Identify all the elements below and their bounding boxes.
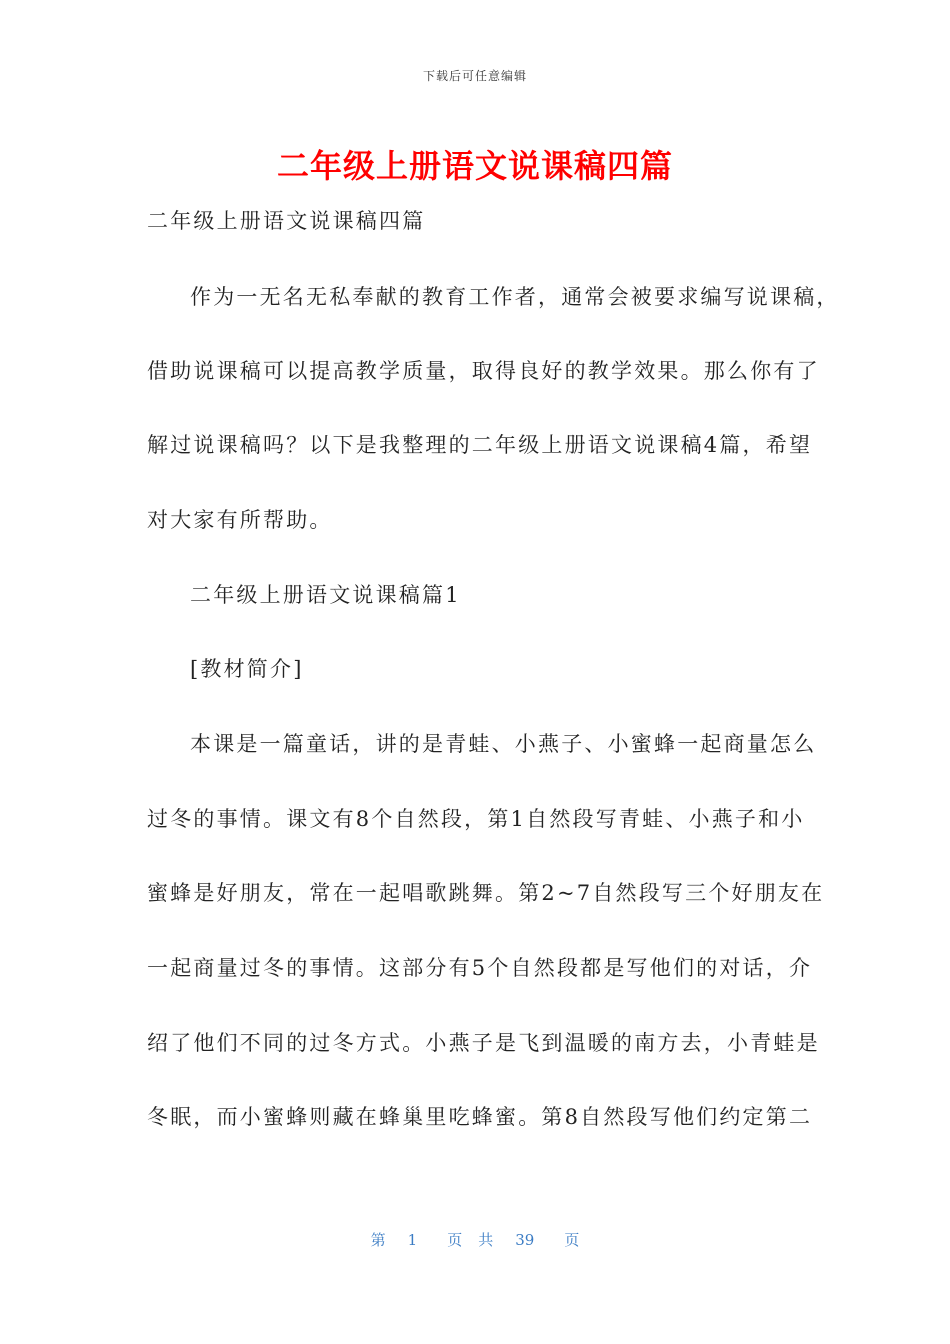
footer-total-label: 共 <box>478 1231 494 1249</box>
paragraph-line: 绍了他们不同的过冬方式。小燕子是飞到温暖的南方去，小青蛙是 <box>147 1031 820 1055</box>
subtitle-line: 二年级上册语文说课稿四篇 <box>147 209 426 233</box>
document-title: 二年级上册语文说课稿四篇 <box>276 147 673 185</box>
header-note: 下载后可任意编辑 <box>422 69 527 83</box>
footer-total-pages: 39 <box>515 1231 535 1249</box>
section-heading: 二年级上册语文说课稿篇1 <box>190 583 461 607</box>
paragraph-line: 冬眠，而小蜜蜂则藏在蜂巢里吃蜂蜜。第8自然段写他们约定第二 <box>147 1105 813 1129</box>
paragraph-line: 本课是一篇童话，讲的是青蛙、小燕子、小蜜蜂一起商量怎么 <box>190 732 817 756</box>
page-footer <box>0 1229 950 1250</box>
paragraph-line: 借助说课稿可以提高教学质量，取得良好的教学效果。那么你有了 <box>147 359 820 383</box>
footer-total-suffix: 页 <box>564 1231 580 1249</box>
paragraph-line: 一起商量过冬的事情。这部分有5个自然段都是写他们的对话，介 <box>147 956 813 980</box>
footer-page-suffix: 页 <box>447 1231 463 1249</box>
footer-page-label: 第 <box>370 1231 386 1249</box>
paragraph-line: 解过说课稿吗？以下是我整理的二年级上册语文说课稿4篇，希望 <box>147 433 813 457</box>
footer-page-number: 1 <box>407 1231 418 1249</box>
paragraph-line: 作为一无名无私奉献的教育工作者，通常会被要求编写说课稿， <box>190 285 840 309</box>
paragraph-line: 蜜蜂是好朋友，常在一起唱歌跳舞。第2~7自然段写三个好朋友在 <box>147 881 825 905</box>
paragraph-line: 对大家有所帮助。 <box>147 508 333 532</box>
paragraph-line: 过冬的事情。课文有8个自然段，第1自然段写青蛙、小燕子和小 <box>147 807 805 831</box>
section-subheading: [教材简介] <box>190 657 304 681</box>
